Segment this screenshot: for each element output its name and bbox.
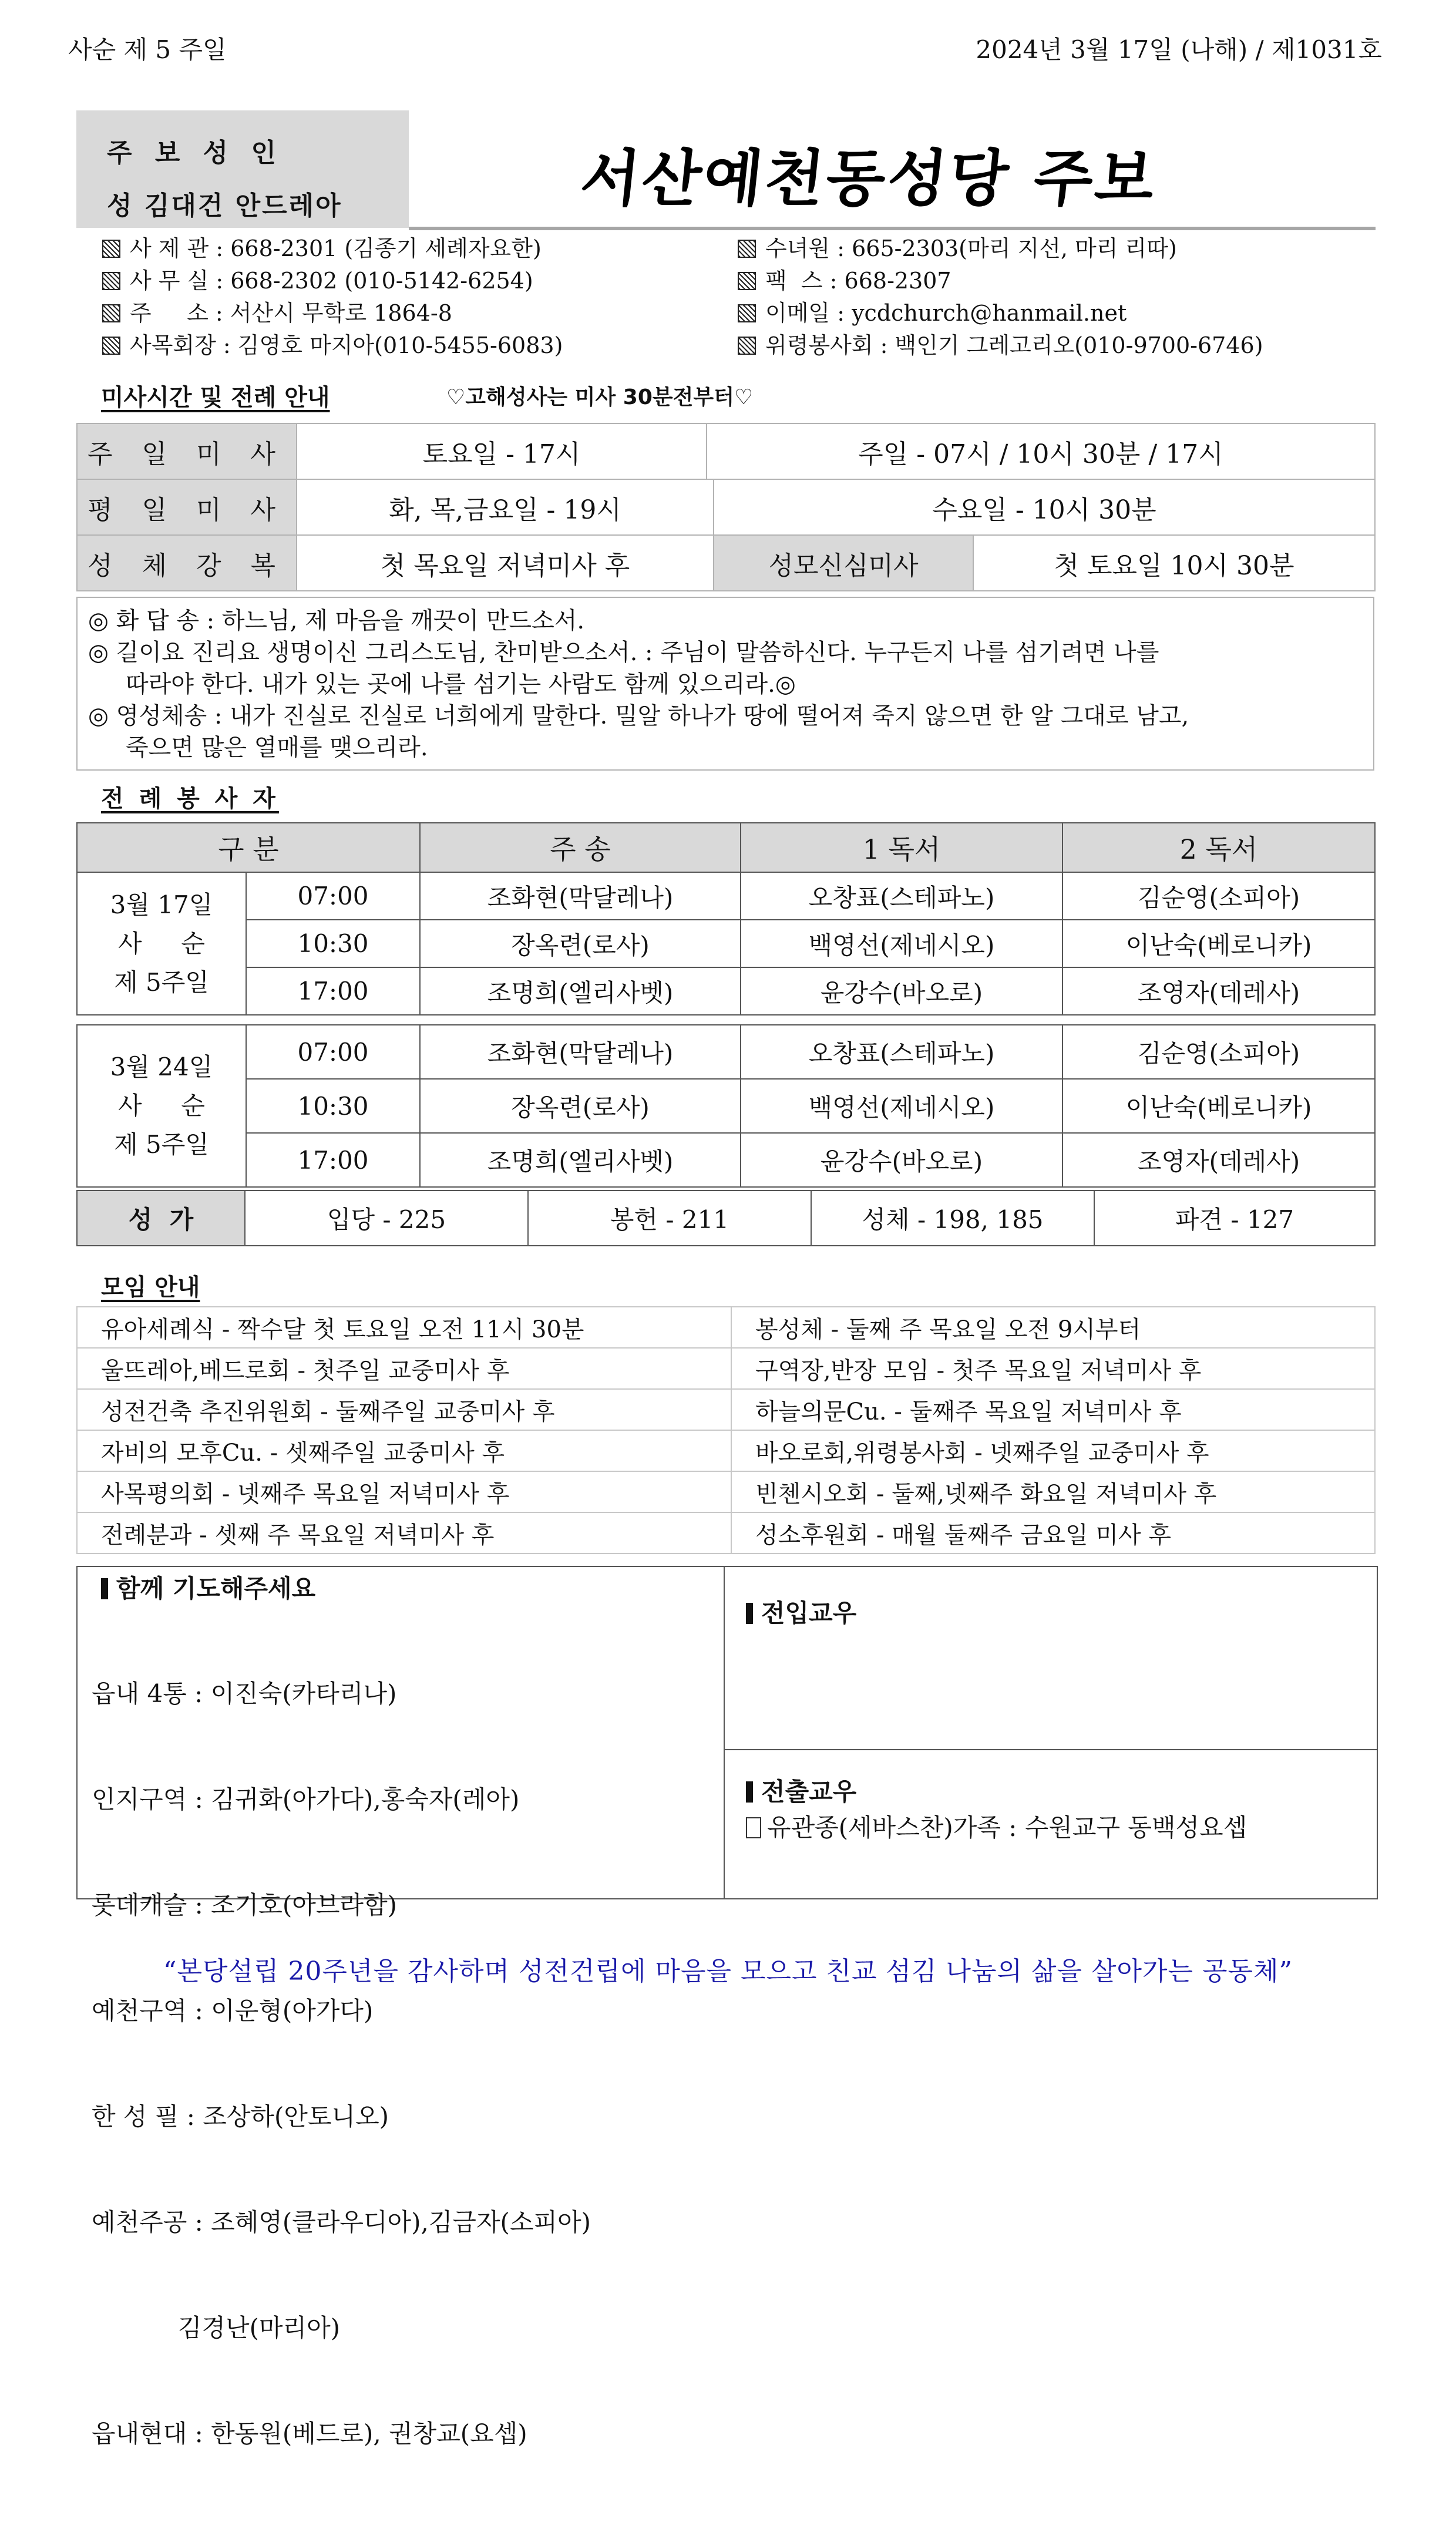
main-minister: 조화현(막달레나) bbox=[420, 872, 741, 920]
transfer-column bbox=[725, 1567, 1377, 1898]
service-time: 17:00 bbox=[246, 1133, 420, 1187]
meeting-left: 울뜨레아,베드로회 - 첫주일 교중미사 후 bbox=[77, 1348, 731, 1389]
meeting-left: 유아세례식 - 짝수달 첫 토요일 오전 11시 30분 bbox=[77, 1307, 731, 1348]
reader-1: 윤강수(바오로) bbox=[741, 967, 1062, 1015]
service-time: 10:30 bbox=[246, 920, 420, 967]
reader-1: 오창표(스테파노) bbox=[741, 1025, 1062, 1079]
confession-note: ♡고해성사는 미사 30분전부터♡ bbox=[446, 385, 754, 409]
service-date-cell bbox=[77, 872, 246, 1015]
contact-row bbox=[738, 329, 1263, 362]
table-row bbox=[77, 967, 1375, 1015]
meeting-right: 구역장,반장 모임 - 첫주 목요일 저녁미사 후 bbox=[731, 1348, 1375, 1389]
mass-heading: 미사시간 및 전례 안내 bbox=[101, 384, 330, 411]
hymn-entrance: 입당 - 225 bbox=[245, 1191, 528, 1246]
service-time: 17:00 bbox=[246, 967, 420, 1015]
checkbox-icon bbox=[738, 272, 756, 290]
meetings-table bbox=[76, 1306, 1376, 1554]
week-label: 사순 제 5 주일 bbox=[68, 35, 227, 64]
patron-name: 성 김대건 안드레아 bbox=[107, 191, 342, 221]
table-row bbox=[77, 1512, 1375, 1553]
reader-1: 백영선(제네시오) bbox=[741, 920, 1062, 967]
sunday-mass-label: 주 일 미 사 bbox=[77, 423, 297, 479]
hymn-dismissal: 파견 - 127 bbox=[1094, 1191, 1375, 1246]
marian-mass-time: 첫 토요일 10시 30분 bbox=[973, 535, 1375, 591]
service-week: 제 5주일 bbox=[114, 967, 209, 997]
prayer-column bbox=[78, 1567, 725, 2448]
checkbox-icon bbox=[102, 337, 120, 355]
checkbox-icon bbox=[102, 304, 120, 322]
col-division: 구 분 bbox=[77, 823, 420, 872]
service-date: 3월 17일 bbox=[110, 890, 213, 919]
col-reader2: 2 독서 bbox=[1062, 823, 1375, 872]
table-row bbox=[77, 872, 1375, 920]
list-item: 인지구역 : 김귀화(아가다),홍숙자(레아) bbox=[92, 1785, 520, 1814]
table-row bbox=[77, 1133, 1375, 1187]
contact-row bbox=[738, 297, 1263, 329]
main-minister: 장옥련(로사) bbox=[420, 920, 741, 967]
ministers-table-1 bbox=[76, 822, 1376, 1015]
reader-2: 조영자(데레사) bbox=[1062, 1133, 1375, 1187]
checkbox-icon bbox=[738, 337, 756, 355]
contact-text: 팩 스 : 668-2307 bbox=[765, 268, 951, 294]
contact-row bbox=[102, 329, 563, 362]
bullet-bar-icon bbox=[746, 1603, 753, 1624]
table-row bbox=[77, 1079, 1375, 1133]
patron-label: 주 보 성 인 bbox=[107, 138, 283, 168]
checkbox-icon bbox=[102, 272, 120, 290]
bullet-bar-icon bbox=[746, 1781, 753, 1803]
transfer-divider bbox=[725, 1749, 1377, 1750]
contact-text: 사목회장 : 김영호 마지아(010-5455-6083) bbox=[130, 332, 563, 358]
communion-antiphon-cont: 죽으면 많은 열매를 맺으리라. bbox=[126, 734, 428, 761]
mass-row-weekday bbox=[77, 479, 1375, 535]
transfer-in-heading: 전입교우 bbox=[746, 1594, 856, 1629]
contact-text: 수녀원 : 665-2303(마리 지선, 마리 리따) bbox=[765, 236, 1177, 261]
reader-2: 이난숙(베로니카) bbox=[1062, 920, 1375, 967]
contact-text: 사 제 관 : 668-2301 (김종기 세례자요한) bbox=[130, 236, 542, 261]
liturgy-verses bbox=[76, 597, 1374, 771]
main-minister: 조명희(엘리사벳) bbox=[420, 967, 741, 1015]
adoration-label: 성 체 강 복 bbox=[77, 535, 297, 591]
contact-row bbox=[738, 265, 1263, 297]
table-row bbox=[77, 1389, 1375, 1430]
mass-row-sunday bbox=[77, 423, 1375, 479]
col-main: 주 송 bbox=[420, 823, 741, 872]
psalm-response: ◎ 화 답 송 : 하느님, 제 마음을 깨끗이 만드소서. bbox=[88, 607, 585, 634]
table-row bbox=[77, 1430, 1375, 1471]
service-time: 07:00 bbox=[246, 872, 420, 920]
reader-1: 오창표(스테파노) bbox=[741, 872, 1062, 920]
communion-antiphon: ◎ 영성체송 : 내가 진실로 진실로 너희에게 말한다. 밀알 하나가 땅에 떨어져 죽지 않으면 한 알 그대로 남고, bbox=[88, 702, 1189, 729]
meeting-right: 빈첸시오회 - 둘째,넷째주 화요일 저녁미사 후 bbox=[731, 1471, 1375, 1512]
table-row bbox=[77, 1307, 1375, 1348]
service-time: 10:30 bbox=[246, 1079, 420, 1133]
main-minister: 장옥련(로사) bbox=[420, 1079, 741, 1133]
contact-text: 사 무 실 : 668-2302 (010-5142-6254) bbox=[130, 268, 533, 294]
contact-row bbox=[102, 233, 563, 265]
marian-mass-label: 성모신심미사 bbox=[714, 535, 973, 591]
service-time: 07:00 bbox=[246, 1025, 420, 1079]
meeting-left: 성전건축 추진위원회 - 둘째주일 교중미사 후 bbox=[77, 1389, 731, 1430]
hymn-offertory: 봉헌 - 211 bbox=[528, 1191, 811, 1246]
transfer-out-item: 유관종(세바스찬)가족 : 수원교구 동백성요셉 bbox=[746, 1810, 1247, 1845]
bullet-bar-icon bbox=[101, 1578, 108, 1599]
patron-box bbox=[76, 110, 409, 228]
list-item: 김경난(마리아) bbox=[92, 2313, 341, 2342]
gospel-acclamation-cont: 따라야 한다. 내가 있는 곳에 나를 섬기는 사람도 함께 있으리라.◎ bbox=[126, 671, 796, 698]
sunday-sat-time: 토요일 - 17시 bbox=[297, 423, 707, 479]
list-item: 롯데캐슬 : 조기호(아브라함) bbox=[92, 1891, 397, 1919]
checkbox-icon bbox=[102, 240, 120, 258]
list-item: 예천구역 : 이운형(아가다) bbox=[92, 1996, 374, 2025]
table-row bbox=[77, 1471, 1375, 1512]
main-minister: 조명희(엘리사벳) bbox=[420, 1133, 741, 1187]
table-row bbox=[77, 920, 1375, 967]
checkbox-icon bbox=[738, 304, 756, 322]
reader-1: 백영선(제네시오) bbox=[741, 1079, 1062, 1133]
ministers-header-row bbox=[77, 823, 1375, 872]
reader-1: 윤강수(바오로) bbox=[741, 1133, 1062, 1187]
list-item: 읍내 4통 : 이진숙(카타리나) bbox=[92, 1679, 397, 1708]
meeting-left: 자비의 모후Cu. - 셋째주일 교중미사 후 bbox=[77, 1430, 731, 1471]
service-season: 사 순 bbox=[118, 929, 205, 958]
reader-2: 이난숙(베로니카) bbox=[1062, 1079, 1375, 1133]
email-text[interactable]: 이메일 : ycdchurch@hanmail.net bbox=[765, 300, 1127, 326]
hymn-communion: 성체 - 198, 185 bbox=[811, 1191, 1094, 1246]
weekday-time-a: 화, 목,금요일 - 19시 bbox=[297, 479, 714, 535]
prayer-heading: 함께 기도해주세요 bbox=[101, 1569, 315, 1605]
transfer-out-heading: 전출교우 bbox=[746, 1773, 856, 1808]
checkbox-icon bbox=[738, 240, 756, 258]
weekday-mass-label: 평 일 미 사 bbox=[77, 479, 297, 535]
contact-text: 위령봉사회 : 백인기 그레고리오(010-9700-6746) bbox=[765, 332, 1263, 358]
hymns-row bbox=[77, 1191, 1375, 1246]
reader-2: 김순영(소피아) bbox=[1062, 872, 1375, 920]
service-week: 제 5주일 bbox=[114, 1130, 209, 1159]
contact-text: 주 소 : 서산시 무학로 1864-8 bbox=[130, 300, 452, 326]
table-row bbox=[77, 1025, 1375, 1079]
bulletin-title: 서산예천동성당 주보 bbox=[577, 143, 1161, 214]
ministers-table-2 bbox=[76, 1024, 1376, 1188]
service-date-cell bbox=[77, 1025, 246, 1187]
list-item: 예천주공 : 조혜영(클라우디아),김금자(소피아) bbox=[92, 2208, 591, 2237]
meeting-right: 봉성체 - 둘째 주 목요일 오전 9시부터 bbox=[731, 1307, 1375, 1348]
contact-row bbox=[102, 297, 563, 329]
main-minister: 조화현(막달레나) bbox=[420, 1025, 741, 1079]
bullet-box-icon bbox=[746, 1817, 761, 1838]
mass-times-table bbox=[76, 423, 1376, 591]
parish-motto: “본당설립 20주년을 감사하며 성전건립에 마음을 모으고 친교 섬김 나눔의 삶을 살아가는 공동체” bbox=[163, 1956, 1293, 1986]
weekday-time-b: 수요일 - 10시 30분 bbox=[714, 479, 1375, 535]
reader-2: 김순영(소피아) bbox=[1062, 1025, 1375, 1079]
meeting-right: 성소후원회 - 매월 둘째주 금요일 미사 후 bbox=[731, 1512, 1375, 1553]
service-season: 사 순 bbox=[118, 1091, 205, 1120]
ministers-heading: 전 례 봉 사 자 bbox=[101, 785, 279, 812]
meeting-right: 하늘의문Cu. - 둘째주 목요일 저녁미사 후 bbox=[731, 1389, 1375, 1430]
list-item: 한 성 필 : 조상하(안토니오) bbox=[92, 2102, 389, 2131]
reader-2: 조영자(데레사) bbox=[1062, 967, 1375, 1015]
contacts-left bbox=[102, 233, 563, 362]
meetings-heading: 모임 안내 bbox=[101, 1274, 200, 1301]
prayer-list bbox=[92, 1606, 591, 2522]
issue-date: 2024년 3월 17일 (나해) / 제1031호 bbox=[976, 35, 1382, 64]
gospel-acclamation: ◎ 길이요 진리요 생명이신 그리스도님, 찬미받으소서. : 주님이 말씀하신다. 누구든지 나를 섬기려면 나를 bbox=[88, 639, 1159, 666]
hymns-label: 성 가 bbox=[77, 1191, 245, 1246]
list-item: 읍내현대 : 한동원(베드로), 권창교(요셉) bbox=[92, 2419, 527, 2448]
meeting-left: 전례분과 - 셋째 주 목요일 저녁미사 후 bbox=[77, 1512, 731, 1553]
mass-row-adoration bbox=[77, 535, 1375, 591]
meeting-right: 바오로회,위령봉사회 - 넷째주일 교중미사 후 bbox=[731, 1430, 1375, 1471]
table-row bbox=[77, 1348, 1375, 1389]
service-date: 3월 24일 bbox=[110, 1052, 213, 1081]
col-reader1: 1 독서 bbox=[741, 823, 1062, 872]
contact-row bbox=[738, 233, 1263, 265]
title-divider bbox=[409, 227, 1376, 230]
sunday-sun-time: 주일 - 07시 / 10시 30분 / 17시 bbox=[707, 423, 1375, 479]
hymns-table bbox=[76, 1190, 1376, 1246]
adoration-time: 첫 목요일 저녁미사 후 bbox=[297, 535, 714, 591]
meeting-left: 사목평의회 - 넷째주 목요일 저녁미사 후 bbox=[77, 1471, 731, 1512]
contact-row bbox=[102, 265, 563, 297]
contacts-right bbox=[738, 233, 1263, 362]
